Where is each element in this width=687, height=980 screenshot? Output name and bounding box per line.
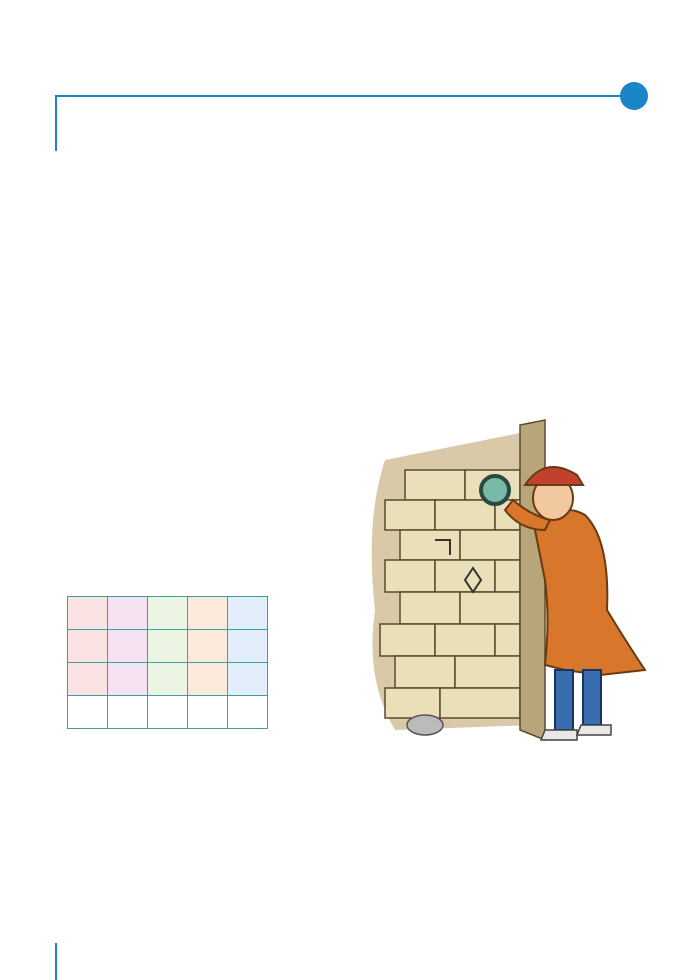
code-cell[interactable] — [108, 663, 148, 696]
detective-illustration — [345, 380, 685, 760]
code-cell-a[interactable] — [68, 597, 108, 630]
code-cell[interactable] — [188, 597, 228, 630]
code-cell[interactable] — [188, 630, 228, 663]
code-grid — [67, 596, 268, 729]
code-cell[interactable] — [108, 630, 148, 663]
intro-rule — [55, 95, 57, 151]
code-cell[interactable] — [148, 630, 188, 663]
code-cell[interactable] — [228, 696, 268, 729]
code-cell[interactable] — [228, 663, 268, 696]
brick-wall — [380, 470, 520, 718]
code-cell-f[interactable] — [68, 630, 108, 663]
legs — [555, 670, 573, 730]
wall-corner — [520, 420, 545, 740]
code-cell-k[interactable] — [68, 663, 108, 696]
code-cell[interactable] — [228, 630, 268, 663]
code-cell[interactable] — [228, 597, 268, 630]
code-cell[interactable] — [108, 696, 148, 729]
mouse — [407, 715, 443, 735]
footer — [67, 950, 85, 964]
code-cell[interactable] — [108, 597, 148, 630]
footer-rule — [55, 943, 57, 980]
code-cell[interactable] — [188, 663, 228, 696]
intro-text — [68, 100, 74, 117]
code-cell[interactable] — [148, 696, 188, 729]
code-cell-p[interactable] — [68, 696, 108, 729]
shoe — [541, 730, 577, 740]
legs-2 — [583, 670, 601, 725]
coat — [535, 510, 645, 675]
page-badge — [620, 82, 648, 110]
code-cell[interactable] — [148, 663, 188, 696]
code-cell[interactable] — [188, 696, 228, 729]
shoe-2 — [577, 725, 611, 735]
code-cell[interactable] — [148, 597, 188, 630]
magnifier-icon — [481, 476, 509, 504]
header-rule — [55, 95, 628, 97]
